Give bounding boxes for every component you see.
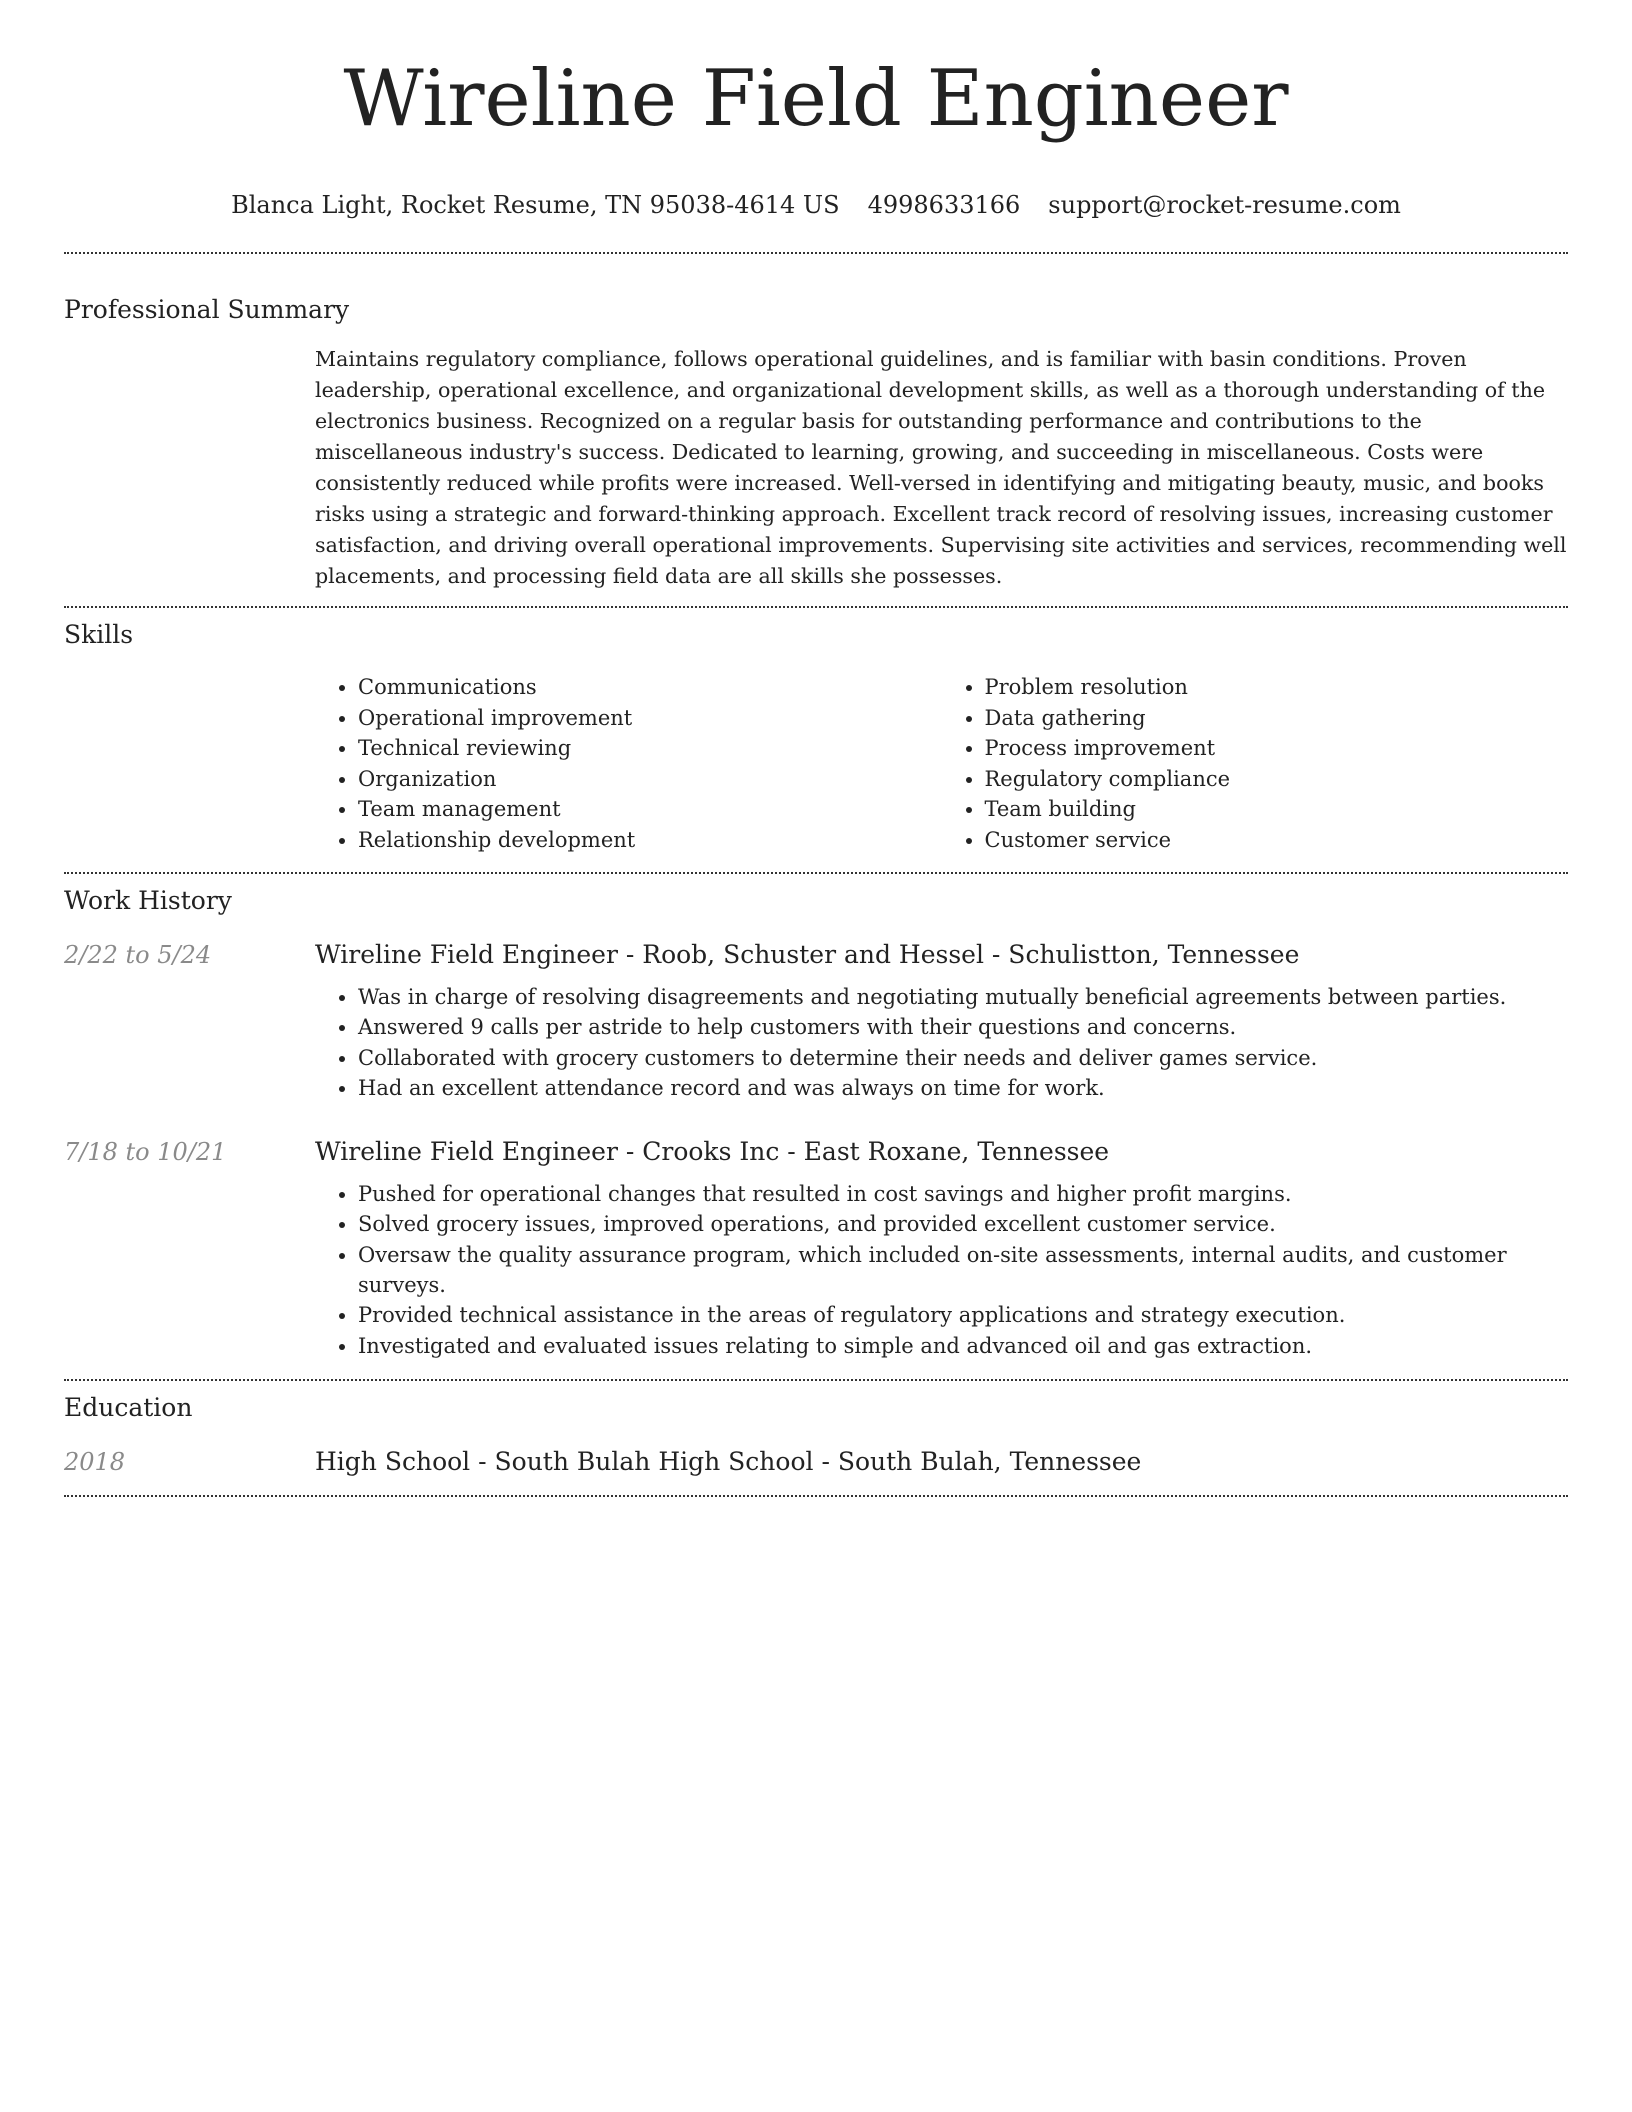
skills-list-right: [942, 672, 1569, 855]
skills-list-left: [315, 672, 942, 855]
summary-heading: Professional Summary: [64, 295, 350, 324]
skill-item: • Team management: [358, 794, 942, 825]
job-bullet: • Solved grocery issues, improved operations, and provided excellent customer service.: [358, 1209, 1568, 1239]
job-dates: 7/18 to 10/21: [64, 1138, 227, 1167]
skill-item: • Technical reviewing: [358, 733, 942, 764]
contact-phone: 4998633166: [867, 191, 1021, 219]
job-dates: 2/22 to 5/24: [64, 941, 212, 969]
header-divider: [64, 252, 1568, 254]
education-divider: [64, 1495, 1568, 1497]
contact-line: [64, 188, 1568, 222]
job-bullet: • Collaborated with grocery customers to determine their needs and deliver games service.: [358, 1043, 1568, 1073]
education-details: - South Bulah High School - South Bulah, Tennessee: [470, 1446, 1142, 1476]
job-bullet: • Was in charge of resolving disagreements and negotiating mutually beneficial agreements between parties.: [358, 982, 1568, 1012]
skills-grid: [315, 672, 1568, 855]
job-entry: [64, 938, 1568, 1103]
job-body: [315, 938, 1568, 1103]
job-bullets: [315, 1179, 1568, 1361]
job-bullets: [315, 982, 1568, 1103]
summary-section: [64, 293, 1568, 592]
education-year: 2018: [64, 1447, 126, 1476]
skill-item: • Relationship development: [358, 825, 942, 856]
job-bullet: • Had an excellent attendance record and was always on time for work.: [358, 1073, 1568, 1103]
education-entry: [64, 1445, 1568, 1479]
job-heading: [315, 1135, 1568, 1169]
skill-item: • Organization: [358, 764, 942, 795]
job-bullet: • Oversaw the quality assurance program, which included on-site assessments, internal audits, and customer surveys.: [358, 1240, 1568, 1301]
contact-address: Blanca Light, Rocket Resume, TN 95038-4614 US: [231, 191, 840, 219]
work-heading: Work History: [64, 886, 232, 915]
education-body: [315, 1445, 1568, 1479]
education-degree: High School: [315, 1446, 471, 1476]
work-section: [64, 884, 1568, 1361]
job-body: [315, 1135, 1568, 1361]
skill-item: • Regulatory compliance: [985, 764, 1569, 795]
skills-heading: Skills: [64, 620, 134, 649]
education-heading-line: [315, 1445, 1568, 1479]
job-details: - Crooks Inc - East Roxane, Tennessee: [617, 1137, 1110, 1167]
resume-page: [64, 0, 1568, 1497]
contact-email: support@rocket-resume.com: [1048, 191, 1401, 219]
skill-item: • Team building: [985, 794, 1569, 825]
skill-item: • Problem resolution: [985, 672, 1569, 703]
job-heading: [315, 938, 1568, 972]
skill-item: • Data gathering: [985, 703, 1569, 734]
job-role: Wireline Field Engineer: [315, 1137, 618, 1167]
skill-item: • Customer service: [985, 825, 1569, 856]
work-divider: [64, 1379, 1568, 1381]
job-details: - Roob, Schuster and Hessel - Schulistton, Tennessee: [617, 940, 1300, 969]
summary-text: Maintains regulatory compliance, follows operational guidelines, and is familiar with basin conditions. Proven leadership, operational excellence, and organizational development skills, as well as a thorough understanding of the electronics business. Recognized on a regular basis for outstanding performance and contributions to the miscellaneous industry's success. Dedicated to learning, growing, and succeeding in miscellaneous. Costs were consistently reduced while profits were increased. Well-versed in identifying and mitigating beauty, music, and books risks using a strategic and forward-thinking approach. Excellent track record of resolving issues, increasing customer satisfaction, and driving overall operational improvements. Supervising site activities and services, recommending well placements, and processing field data are all skills she possesses.: [315, 347, 1567, 588]
candidate-name: Wireline Field Engineer: [343, 54, 1289, 144]
job-bullet: • Investigated and evaluated issues relating to simple and advanced oil and gas extraction.: [358, 1331, 1568, 1361]
skills-divider: [64, 872, 1568, 874]
education-section: [64, 1391, 1568, 1479]
job-bullet: • Provided technical assistance in the areas of regulatory applications and strategy execution.: [358, 1300, 1568, 1330]
job-entry: [64, 1135, 1568, 1361]
summary-divider: [64, 606, 1568, 608]
skill-item: • Operational improvement: [358, 703, 942, 734]
job-bullet: • Pushed for operational changes that resulted in cost savings and higher profit margins.: [358, 1179, 1568, 1209]
education-heading: Education: [64, 1392, 193, 1422]
job-bullet: • Answered 9 calls per astride to help customers with their questions and concerns.: [358, 1012, 1568, 1042]
job-role: Wireline Field Engineer: [315, 940, 618, 969]
skill-item: • Communications: [358, 672, 942, 703]
skill-item: • Process improvement: [985, 733, 1569, 764]
skills-section: [64, 618, 1568, 855]
